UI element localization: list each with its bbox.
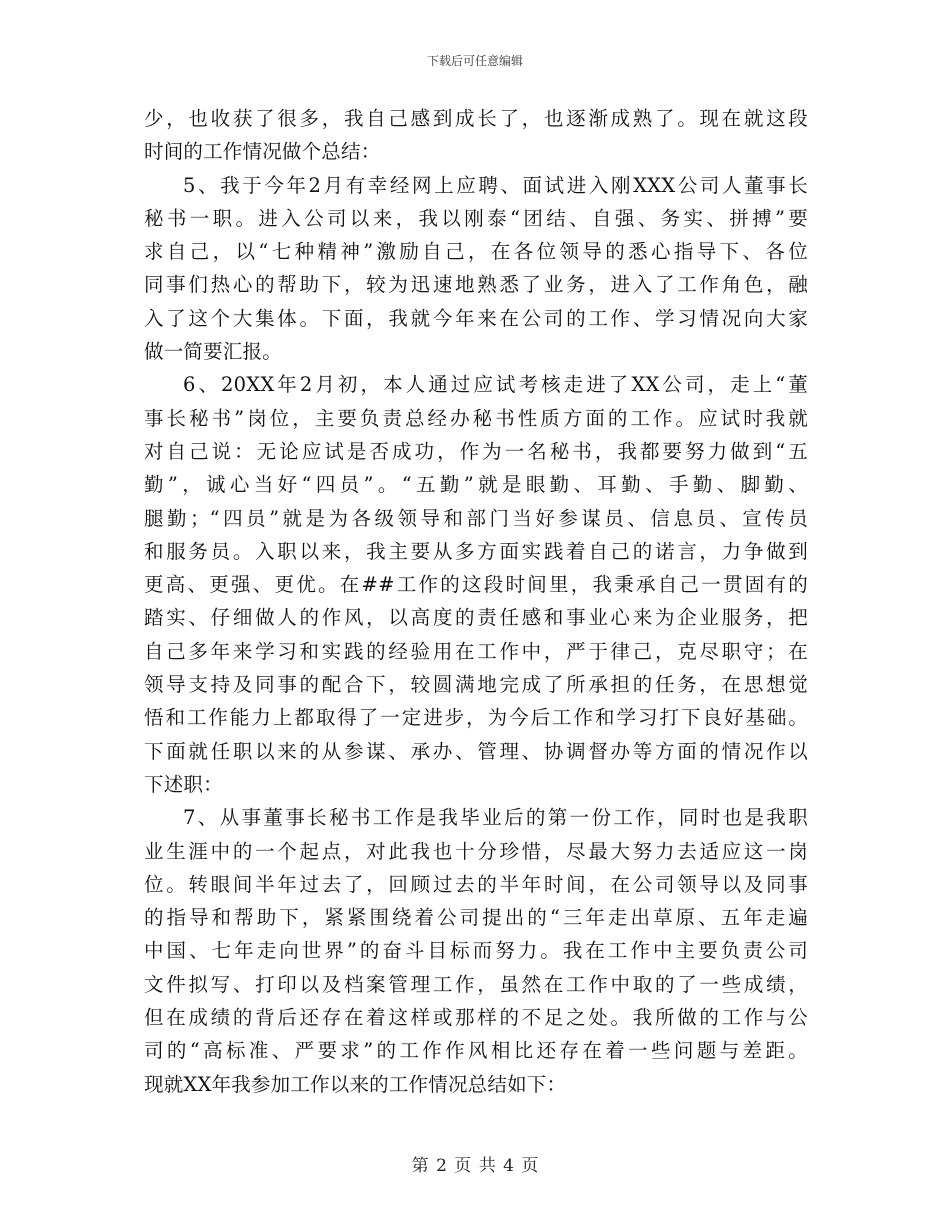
- paragraph-start-line: 7、从事董事长秘书工作是我毕业后的第一份工作，同时也是我职: [183, 806, 808, 830]
- document-body: [144, 102, 808, 1101]
- text-line: 腿勤；“四员”就是为各级领导和部门当好参谋员、信息员、宣传员: [144, 506, 808, 530]
- text-line: 的指导和帮助下，紧紧围绕着公司提出的“三年走出草原、五年走遍: [144, 906, 808, 930]
- text-line: 自己多年来学习和实践的经验用在工作中，严于律己，克尽职守；在: [144, 639, 808, 663]
- page-header: 下载后可任意编辑: [426, 54, 523, 68]
- text-line: 踏实、仔细做人的作风，以高度的责任感和事业心来为企业服务，把: [144, 606, 808, 630]
- text-line: 下述职：: [144, 772, 223, 796]
- text-line: 入了这个大集体。下面，我就今年来在公司的工作、学习情况向大家: [144, 306, 808, 330]
- text-line: 业生涯中的一个起点，对此我也十分珍惜，尽最大努力去适应这一岗: [144, 839, 808, 863]
- text-line: 同事们热心的帮助下，较为迅速地熟悉了业务，进入了工作角色，融: [144, 273, 808, 297]
- text-line: 更高、更强、更优。在##工作的这段时间里，我秉承自己一贯固有的: [144, 573, 808, 597]
- paragraph-start-line: 6、20XX年2月初，本人通过应试考核走进了XX公司，走上“董: [183, 373, 808, 397]
- text-line: 悟和工作能力上都取得了一定进步，为今后工作和学习打下良好基础。: [144, 706, 808, 730]
- text-line: 下面就任职以来的从参谋、承办、管理、协调督办等方面的情况作以: [144, 739, 808, 763]
- paragraph-start-line: 5、我于今年2月有幸经网上应聘、面试进入刚XXX公司人董事长: [183, 173, 808, 197]
- text-line: 做一简要汇报。: [144, 340, 282, 364]
- text-line: 少，也收获了很多，我自己感到成长了，也逐渐成熟了。现在就这段: [144, 107, 808, 130]
- text-line: 事长秘书”岗位，主要负责总经办秘书性质方面的工作。应试时我就: [144, 406, 808, 430]
- text-line: 秘书一职。进入公司以来，我以刚泰“团结、自强、务实、拼搏”要: [144, 206, 808, 230]
- text-line: 中国、七年走向世界”的奋斗目标而努力。我在工作中主要负责公司: [144, 939, 808, 963]
- text-line: 文件拟写、打印以及档案管理工作，虽然在工作中取的了一些成绩，: [144, 972, 808, 996]
- text-line: 司的“高标准、严要求”的工作作风相比还存在着一些问题与差距。: [144, 1039, 808, 1063]
- text-line: 位。转眼间半年过去了，回顾过去的半年时间，在公司领导以及同事: [144, 872, 808, 896]
- text-line: 求自己，以“七种精神”激励自己，在各位领导的悉心指导下、各位: [144, 240, 808, 264]
- text-line: 现就XX年我参加工作以来的工作情况总结如下：: [144, 1072, 567, 1096]
- text-line: 时间的工作情况做个总结：: [144, 140, 381, 164]
- text-line: 对自己说：无论应试是否成功，作为一名秘书，我都要努力做到“五: [144, 439, 808, 463]
- text-line: 勤”，诚心当好“四员”。“五勤”就是眼勤、耳勤、手勤、脚勤、: [144, 473, 808, 497]
- text-line: 领导支持及同事的配合下，较圆满地完成了所承担的任务，在思想觉: [144, 673, 808, 697]
- text-line: 但在成绩的背后还存在着这样或那样的不足之处。我所做的工作与公: [144, 1006, 808, 1030]
- page-number: 第 2 页 共 4 页: [411, 1156, 539, 1176]
- text-line: 和服务员。入职以来，我主要从多方面实践着自己的诺言，力争做到: [144, 539, 808, 563]
